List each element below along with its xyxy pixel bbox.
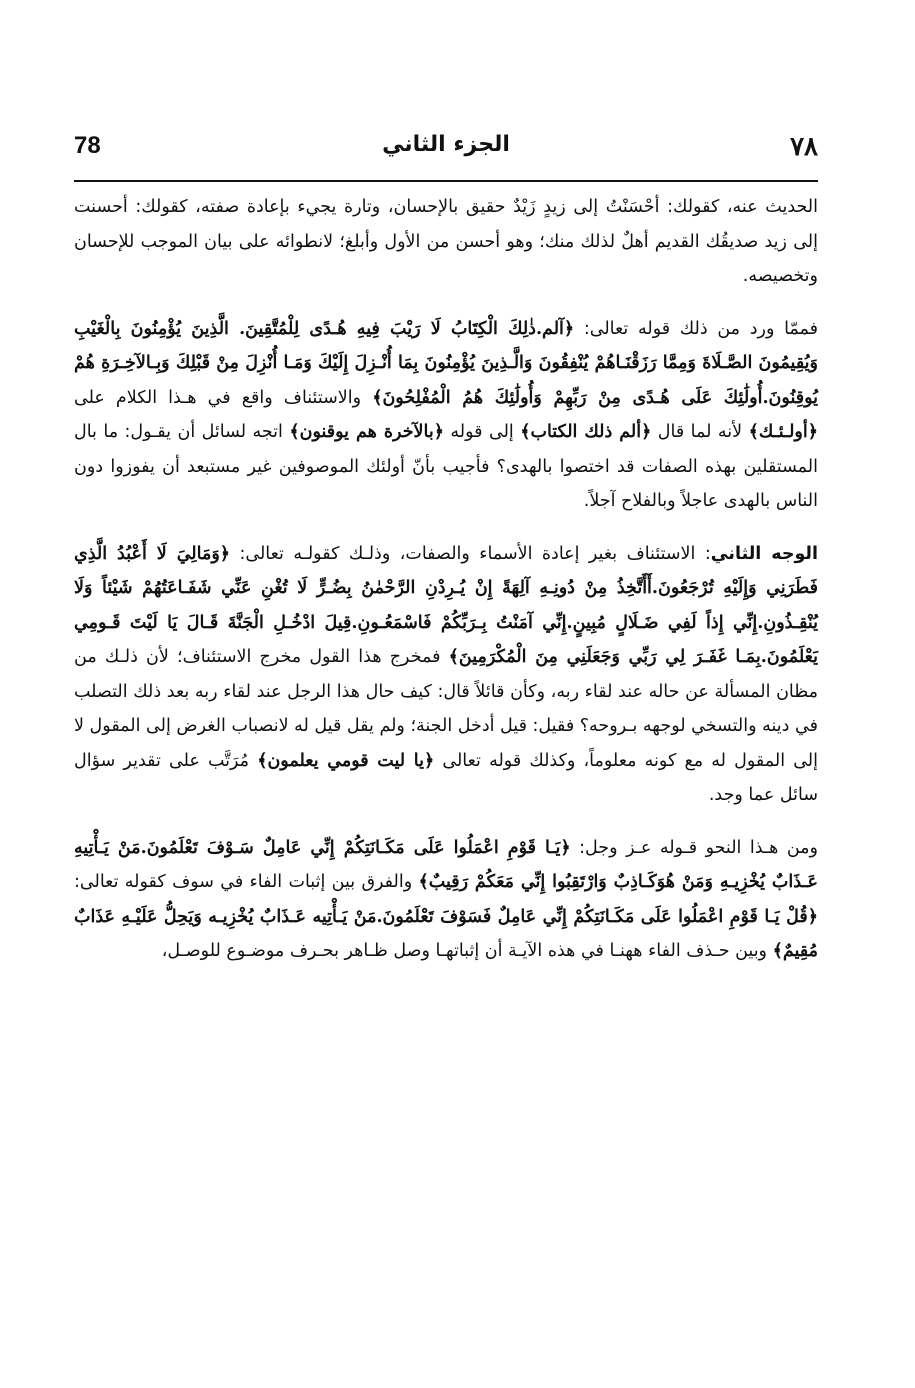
page-header — [74, 128, 818, 172]
quran-verse-yasin: ﴿وَمَالِيَ لَا أَعْبُدُ الَّذِي فَطَرَنِي وَإِلَيْهِ تُرْجَعُونَ.أَأَتَّخِذُ مِنْ دُونِـهِ آلِهَةً إِنْ يُـرِدْنِ الرَّحْمٰنُ بِضُـرٍّ لَا تُغْنِ عَنِّي شَفَـاعَتُهُمْ شَيْئاً وَلَا يُنْقِـذُونِ.إِنِّي إِذاً لَفِي ضَـلَالٍ مُبِينٍ.إِنِّي آمَنْتُ بِـرَبِّكُمْ فَاسْمَعُـونِ.قِيلَ ادْخُـلِ الْجَنَّةَ قَـالَ يَا لَيْتَ قَـومِي يَعْلَمُونَ.بِمَـا غَفَـرَ لِي رَبِّي وَجَعَلَنِي مِنَ الْمُكْرَمِينَ﴾ — [74, 543, 818, 667]
paragraph-2-text-d: اتجه لسائل أن يقـول: ما بال المستقلين بهذه الصفات قد اختصوا بالهدى؟ فأجيب بأنّ أولئك الموصوفين غير مستبعد أن يفوزوا دون الناس بالهدى عاجلاً وبالفلاح آجلاً. — [74, 422, 818, 511]
quran-ref-ulaika: ﴿أولـئـك﴾ — [748, 422, 818, 442]
quran-verse-baqarah: ﴿آلم.ذٰلِكَ الْكِتَابُ لَا رَيْبَ فِيهِ هُـدًى لِلْمُتَّقِينَ. الَّذِينَ يُؤْمِنُونَ بِالْغَيْبِ وَيُقِيمُونَ الصَّـلَاةَ وَمِمَّا رَزَقْنَـاهُمْ يُنْفِقُونَ وَالَّـذِينَ يُؤْمِنُونَ بِمَا أُنْـزِلَ إِلَيْكَ وَمَـا أُنْزِلَ مِنْ قَبْلِكَ وَبِـالآخِـرَةِ هُمْ يُوقِنُونَ.أُولَٰئِكَ عَلَى هُـدًى مِنْ رَبِّهِمْ وَأُولَٰئِكَ هُمُ الْمُفْلِحُونَ﴾ — [74, 318, 819, 408]
paragraph-4 — [74, 831, 818, 969]
running-title: الجزء الثاني — [382, 132, 510, 157]
paragraph-4-text-end: وبين حـذف الفاء ههنـا في هذه الآيـة أن إثباتهـا وصل ظـاهر بحـرف موضـوع للوصـل، — [161, 941, 773, 961]
paragraph-3-intro: : الاستئناف بغير إعادة الأسماء والصفات، وذلـك كقولـه تعالى: — [230, 543, 711, 564]
quran-ref-bil-akhira: ﴿بالآخرة هم يوقنون﴾ — [289, 422, 444, 442]
quran-ref-ya-layta: ﴿يا ليت قومي يعلمون﴾ — [257, 750, 435, 771]
quran-verse-zumar: ﴿قُلْ يَـا قَوْمِ اعْمَلُوا عَلَى مَكَـانَتِكُمْ إِنِّي عَامِلٌ فَسَوْفَ تَعْلَمُونَ.مَنْ يَـأْتِيه عَـذَابٌ يُخْزِيـه وَيَحِلُّ عَلَيْـهِ عَذَابٌ مُقِيمٌ﴾ — [74, 906, 818, 961]
page-number-latin: 78 — [74, 132, 101, 159]
paragraph-2-intro: فممّا ورد من ذلك قوله تعالى: — [574, 318, 819, 339]
paragraph-3-text-b: مُرَتَّب على تقدير سؤال سائل عما وجد. — [74, 750, 818, 805]
page-body — [74, 190, 818, 987]
paragraph-4-text-mid: والفرق بين إثبات الفاء في سوف كقوله تعالى: — [74, 872, 419, 892]
paragraph-1: الحديث عنه، كقولك: أحْسَنْتُ إلى زيدٍ زَيْدٌ حقيق بالإحسان، وتارة يجيء بإعادة صفته، كقولك: أحسنت إلى زيد صديقُك القديم أهلٌ لذلك منك؛ وهو أحسن من الأول وأبلغ؛ لانطوائه على بيان الموجب للإحسان وتخصيصه. — [74, 197, 818, 286]
book-page — [74, 128, 818, 1368]
section-lead: الوجه الثاني — [710, 543, 819, 564]
quran-verse-hud: ﴿يَـا قَوْمِ اعْمَلُوا عَلَى مَكَـانَتِكُمْ إِنِّي عَامِلٌ سَـوْفَ تَعْلَمُونَ.مَنْ يَـأْتِيهِ عَـذَابٌ يُخْزِيـهِ وَمَنْ هُوَكَـاذِبٌ وَارْتَقِبُوا إِنِّي مَعَكُمْ رَقِيبٌ﴾ — [74, 837, 818, 892]
header-rule — [74, 180, 818, 182]
paragraph-3-text-a: فمخرج هذا القول مخرج الاستئناف؛ لأن ذلـك من مظان المسألة عن حاله عند لقاء ربه، وكأن قائلاً قال: كيف حال هذا الرجل عند لقاء ربه بعد ذلك التصلب في دينه والتسخي لوجهه بـروحه؟ فقيل: قيل أدخل الجنة؛ ولم يقل قيل له لانصباب الغرض إلى المقول لا إلى المقول له مع كونه معلوماً، وكذلك قوله تعالى — [74, 647, 818, 771]
paragraph-2-text-c: إلى قوله — [443, 422, 521, 442]
paragraph-2-text-a: والاستئناف واقع في هـذا الكلام على — [74, 387, 373, 408]
page-number-arabic: ٧٨ — [790, 132, 818, 162]
paragraph-3 — [74, 537, 818, 813]
paragraph-4-intro: ومن هـذا النحو قـوله عـز وجل: — [570, 837, 818, 858]
paragraph-2 — [74, 312, 818, 519]
paragraph-2-text-b: لأنه لما قال — [651, 422, 749, 442]
quran-ref-alif-lam-mim: ﴿ألم ذلك الكتاب﴾ — [520, 422, 652, 442]
